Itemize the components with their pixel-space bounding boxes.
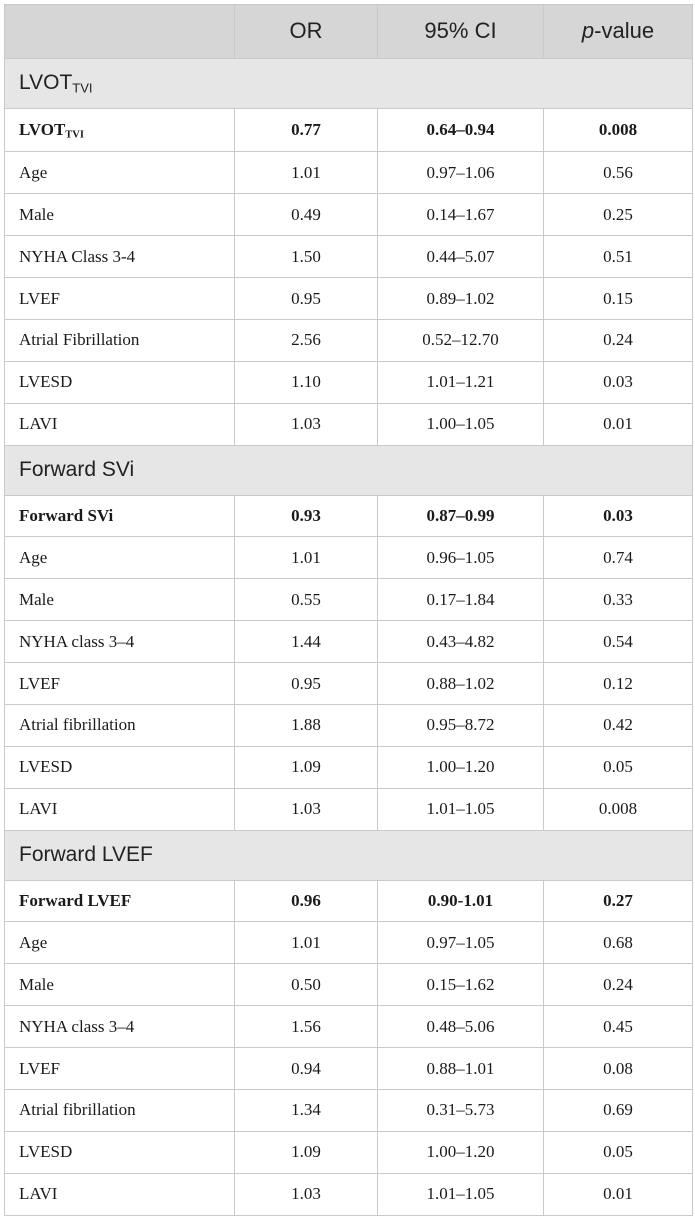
- ci-value: 0.88–1.01: [378, 1048, 544, 1090]
- variable-label: Atrial Fibrillation: [5, 319, 235, 361]
- table-row: [5, 579, 693, 621]
- variable-label: NYHA Class 3-4: [5, 236, 235, 278]
- p-value: 0.03: [544, 361, 693, 403]
- variable-label: LVESD: [5, 1131, 235, 1173]
- ci-value: 0.17–1.84: [378, 579, 544, 621]
- table-row: [5, 704, 693, 746]
- or-value: 1.10: [235, 361, 378, 403]
- variable-label: NYHA class 3–4: [5, 621, 235, 663]
- or-value: 1.09: [235, 1131, 378, 1173]
- or-value: 1.09: [235, 746, 378, 788]
- ci-value: 0.87–0.99: [378, 495, 544, 537]
- or-value: 0.95: [235, 663, 378, 705]
- variable-label: LAVI: [5, 1173, 235, 1215]
- p-value: 0.27: [544, 880, 693, 922]
- section-title-text: Forward LVEF: [19, 843, 153, 867]
- lead-label-subscript: TVI: [65, 129, 85, 141]
- or-value: 0.55: [235, 579, 378, 621]
- section-lead-row: [5, 495, 693, 537]
- section-header-row: [5, 445, 693, 495]
- p-value: 0.54: [544, 621, 693, 663]
- lead-label: [5, 880, 235, 922]
- ci-value: 0.52–12.70: [378, 319, 544, 361]
- table-header-row: [5, 5, 693, 59]
- or-value: 1.01: [235, 922, 378, 964]
- p-value: 0.08: [544, 1048, 693, 1090]
- variable-label: LVEF: [5, 663, 235, 705]
- ci-value: 0.96–1.05: [378, 537, 544, 579]
- table-row: [5, 621, 693, 663]
- table-row: [5, 788, 693, 830]
- ci-value: 0.43–4.82: [378, 621, 544, 663]
- table-row: [5, 236, 693, 278]
- table-row: [5, 1006, 693, 1048]
- variable-label: Age: [5, 922, 235, 964]
- variable-label: Atrial fibrillation: [5, 1089, 235, 1131]
- or-value: 1.01: [235, 537, 378, 579]
- lead-label-text: Forward LVEF: [19, 890, 132, 910]
- or-value: 0.94: [235, 1048, 378, 1090]
- p-value: 0.008: [544, 109, 693, 152]
- p-value: 0.74: [544, 537, 693, 579]
- ci-value: 0.15–1.62: [378, 964, 544, 1006]
- or-value: 2.56: [235, 319, 378, 361]
- table-row: [5, 194, 693, 236]
- table-row: [5, 403, 693, 445]
- p-value: 0.12: [544, 663, 693, 705]
- section-lead-row: [5, 109, 693, 152]
- ci-value: 1.00–1.05: [378, 403, 544, 445]
- or-value: 0.95: [235, 278, 378, 320]
- lead-label: [5, 495, 235, 537]
- header-ci: 95% CI: [378, 5, 544, 59]
- section-title: [5, 445, 693, 495]
- table-row: [5, 746, 693, 788]
- variable-label: Age: [5, 537, 235, 579]
- section-header-row: [5, 830, 693, 880]
- lead-label: [5, 109, 235, 152]
- or-value: 1.50: [235, 236, 378, 278]
- ci-value: 1.00–1.20: [378, 1131, 544, 1173]
- section-title-text: LVOT: [19, 71, 73, 95]
- header-p-italic: p: [581, 18, 595, 44]
- table-row: [5, 278, 693, 320]
- variable-label: Age: [5, 152, 235, 194]
- variable-label: LAVI: [5, 403, 235, 445]
- p-value: 0.51: [544, 236, 693, 278]
- or-value: 1.88: [235, 704, 378, 746]
- section-title-subscript: TVI: [72, 80, 93, 96]
- table-row: [5, 361, 693, 403]
- p-value: 0.15: [544, 278, 693, 320]
- section-header-row: [5, 58, 693, 108]
- ci-value: 1.01–1.05: [378, 1173, 544, 1215]
- section-title: [5, 58, 693, 108]
- header-variable: [5, 5, 235, 59]
- regression-table: [4, 4, 693, 1216]
- header-or: OR: [235, 5, 378, 59]
- table-row: [5, 1089, 693, 1131]
- ci-value: 1.01–1.21: [378, 361, 544, 403]
- or-value: 1.56: [235, 1006, 378, 1048]
- variable-label: Atrial fibrillation: [5, 704, 235, 746]
- table-row: [5, 1173, 693, 1215]
- variable-label: LAVI: [5, 788, 235, 830]
- p-value: 0.69: [544, 1089, 693, 1131]
- p-value: 0.24: [544, 964, 693, 1006]
- p-value: 0.33: [544, 579, 693, 621]
- table-row: [5, 319, 693, 361]
- ci-value: 0.97–1.05: [378, 922, 544, 964]
- table-row: [5, 663, 693, 705]
- p-value: 0.008: [544, 788, 693, 830]
- or-value: 1.44: [235, 621, 378, 663]
- p-value: 0.05: [544, 746, 693, 788]
- p-value: 0.03: [544, 495, 693, 537]
- table-row: [5, 922, 693, 964]
- section-title: [5, 830, 693, 880]
- section-title-text: Forward SVi: [19, 458, 135, 482]
- ci-value: 1.01–1.05: [378, 788, 544, 830]
- p-value: 0.45: [544, 1006, 693, 1048]
- lead-label-text: LVOT: [19, 120, 66, 139]
- header-p-value: [544, 5, 693, 59]
- variable-label: LVEF: [5, 1048, 235, 1090]
- variable-label: LVEF: [5, 278, 235, 320]
- variable-label: NYHA class 3–4: [5, 1006, 235, 1048]
- p-value: 0.56: [544, 152, 693, 194]
- table-row: [5, 537, 693, 579]
- variable-label: LVESD: [5, 746, 235, 788]
- table-row: [5, 152, 693, 194]
- table-row: [5, 1131, 693, 1173]
- p-value: 0.42: [544, 704, 693, 746]
- ci-value: 0.90-1.01: [378, 880, 544, 922]
- or-value: 0.96: [235, 880, 378, 922]
- ci-value: 0.48–5.06: [378, 1006, 544, 1048]
- ci-value: 1.00–1.20: [378, 746, 544, 788]
- ci-value: 0.95–8.72: [378, 704, 544, 746]
- table-row: [5, 1048, 693, 1090]
- table-row: [5, 964, 693, 1006]
- ci-value: 0.97–1.06: [378, 152, 544, 194]
- variable-label: Male: [5, 964, 235, 1006]
- ci-value: 0.44–5.07: [378, 236, 544, 278]
- or-value: 1.03: [235, 1173, 378, 1215]
- variable-label: Male: [5, 579, 235, 621]
- or-value: 0.50: [235, 964, 378, 1006]
- ci-value: 0.64–0.94: [378, 109, 544, 152]
- ci-value: 0.31–5.73: [378, 1089, 544, 1131]
- p-value: 0.05: [544, 1131, 693, 1173]
- ci-value: 0.88–1.02: [378, 663, 544, 705]
- or-value: 1.01: [235, 152, 378, 194]
- lead-label-text: Forward SVi: [19, 505, 114, 525]
- variable-label: LVESD: [5, 361, 235, 403]
- p-value: 0.24: [544, 319, 693, 361]
- section-lead-row: [5, 880, 693, 922]
- p-value: 0.01: [544, 1173, 693, 1215]
- or-value: 0.77: [235, 109, 378, 152]
- p-value: 0.25: [544, 194, 693, 236]
- variable-label: Male: [5, 194, 235, 236]
- header-p-rest: -value: [594, 18, 655, 44]
- ci-value: 0.14–1.67: [378, 194, 544, 236]
- p-value: 0.01: [544, 403, 693, 445]
- or-value: 1.34: [235, 1089, 378, 1131]
- or-value: 0.93: [235, 495, 378, 537]
- or-value: 1.03: [235, 788, 378, 830]
- ci-value: 0.89–1.02: [378, 278, 544, 320]
- p-value: 0.68: [544, 922, 693, 964]
- or-value: 0.49: [235, 194, 378, 236]
- or-value: 1.03: [235, 403, 378, 445]
